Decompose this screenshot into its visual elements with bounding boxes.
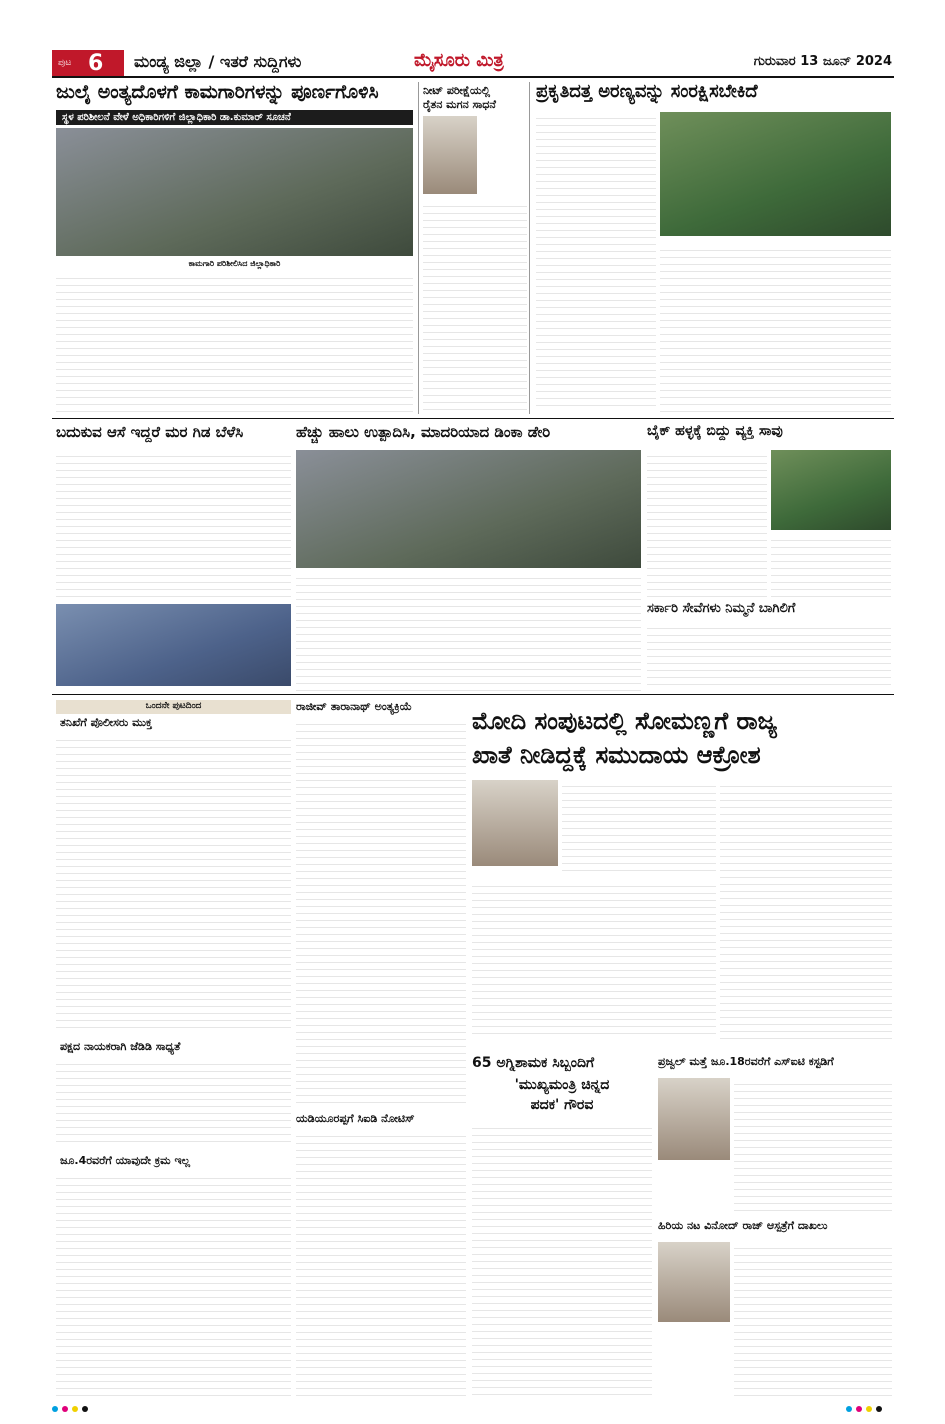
masthead	[52, 48, 894, 78]
story-10-headline-line-2: ಖಾತೆ ನೀಡಿದ್ದಕ್ಕೆ ಸಮುದಾಯ ಆಕ್ರೋಶ	[472, 742, 761, 769]
story-13-headline: ಹಿರಿಯ ನಟ ವಿನೋದ್ ರಾಜ್ ಆಸ್ಪತ್ರೆಗೆ ದಾಖಲು	[658, 1220, 828, 1232]
story-12-body	[734, 1078, 892, 1212]
story-9-item-1-headline: ರಾಜೀವ್ ತಾರಾನಾಥ್ ಅಂತ್ಯಕ್ರಿಯೆ	[296, 700, 412, 713]
story-2-box	[418, 82, 530, 414]
issue-date: ಗುರುವಾರ 13 ಜೂನ್ 2024	[753, 54, 892, 69]
section-title: ಮಂಡ್ಯ ಜಿಲ್ಲಾ / ಇತರೆ ಸುದ್ದಿಗಳು	[134, 52, 302, 71]
story-1-caption: ಕಾಮಗಾರಿ ಪರಿಶೀಲಿಸಿದ ಜಿಲ್ಲಾಧಿಕಾರಿ	[188, 259, 281, 268]
continued-item-3-headline: ಜೂ.4ರವರೆಗೆ ಯಾವುದೇ ಕ್ರಮ ಇಲ್ಲ	[60, 1154, 191, 1167]
divider	[52, 694, 894, 695]
story-12-headline: ಪ್ರಜ್ವಲ್ ಮತ್ತೆ ಜೂ.18ರವರೆಗೆ ಎಸ್ಐಟಿ ಕಸ್ಟಡಿಗೆ	[658, 1056, 834, 1068]
registration-dots-right	[846, 1406, 882, 1414]
story-10-portrait	[472, 780, 558, 866]
story-3-body-right	[660, 244, 891, 412]
story-10-body-right	[720, 780, 892, 1040]
continued-item-2-body	[56, 1058, 291, 1148]
story-5-body	[296, 572, 641, 692]
story-10-body-top	[562, 780, 716, 876]
continued-item-1-body	[56, 734, 291, 1034]
continued-kicker-bar	[56, 700, 291, 714]
story-7-body	[647, 622, 891, 690]
story-6-photo	[771, 450, 891, 530]
story-11-headline-line-2: 'ಮುಖ್ಯಮಂತ್ರಿ ಚಿನ್ನದ	[514, 1078, 610, 1093]
story-13-portrait	[658, 1242, 730, 1322]
continued-item-2-headline: ಪಕ್ಷದ ನಾಯಕರಾಗಿ ಜೆಡಿಡಿ ಸಾಧ್ಯತೆ	[60, 1040, 181, 1053]
page-number-box	[52, 50, 124, 76]
story-2-body	[423, 200, 527, 410]
story-11-headline-line-3: ಪದಕ' ಗೌರವ	[530, 1098, 594, 1113]
story-9-item-2-body	[296, 1130, 466, 1398]
student-portrait	[423, 116, 477, 194]
story-2-headline-line-1: ನೀಟ್ ಪರೀಕ್ಷೆಯಲ್ಲಿ	[423, 84, 491, 97]
story-6-headline: ಬೈಕ್ ಹಳ್ಳಕ್ಕೆ ಬಿದ್ದು ವ್ಯಕ್ತಿ ಸಾವು	[647, 424, 783, 439]
story-10-headline-line-1: ಮೋದಿ ಸಂಪುಟದಲ್ಲಿ ಸೋಮಣ್ಣಗೆ ರಾಜ್ಯ	[472, 708, 778, 735]
page-label: ಪುಟ	[58, 58, 72, 68]
story-3-photo	[660, 112, 891, 236]
story-5-headline: ಹೆಚ್ಚು ಹಾಲು ಉತ್ಪಾದಿಸಿ, ಮಾದರಿಯಾದ ಡಿಂಕಾ ಡೇರಿ	[296, 424, 551, 441]
page-number: 6	[88, 50, 104, 76]
story-9-item-2-headline: ಯಡಿಯೂರಪ್ಪಗೆ ಸಿಐಡಿ ನೋಟಿಸ್	[296, 1112, 415, 1125]
continued-item-3-body	[56, 1172, 291, 1398]
story-12-portrait	[658, 1078, 730, 1160]
story-11-headline-line-1: 65 ಅಗ್ನಿಶಾಮಕ ಸಿಬ್ಬಂದಿಗೆ	[472, 1056, 595, 1071]
story-11-body	[472, 1122, 652, 1398]
divider	[52, 418, 894, 419]
story-6-body-left	[647, 450, 767, 600]
continued-kicker: ಒಂದನೇ ಪುಟದಿಂದ	[145, 701, 202, 711]
story-4-headline: ಬದುಕುವ ಆಸೆ ಇದ್ದರೆ ಮರ ಗಿಡ ಬೆಳೆಸಿ	[56, 424, 244, 441]
story-10-body-left	[472, 880, 716, 1040]
story-3-body-left	[536, 112, 656, 412]
story-1-headline: ಜುಲೈ ಅಂತ್ಯದೊಳಗೆ ಕಾಮಗಾರಿಗಳನ್ನು ಪೂರ್ಣಗೊಳಿಸಿ	[56, 82, 379, 103]
story-4-body	[56, 450, 291, 600]
story-3-headline: ಪ್ರಕೃತಿದತ್ತ ಅರಣ್ಯವನ್ನು ಸಂರಕ್ಷಿಸಬೇಕಿದೆ	[536, 82, 758, 102]
story-1-photo	[56, 128, 413, 256]
story-1-subhead: ಸ್ಥಳ ಪರಿಶೀಲನೆ ವೇಳೆ ಅಧಿಕಾರಿಗಳಿಗೆ ಜಿಲ್ಲಾಧಿಕಾರಿ ಡಾ.ಕುಮಾರ್ ಸೂಚನೆ	[56, 110, 413, 125]
story-1-body	[56, 272, 413, 414]
newspaper-name: ಮೈಸೂರು ಮಿತ್ರ	[414, 50, 504, 71]
story-6-body-right	[771, 534, 891, 600]
registration-dots-left	[52, 1406, 88, 1414]
story-2-headline-line-2: ರೈತನ ಮಗನ ಸಾಧನೆ	[423, 98, 496, 111]
story-9-item-1-body	[296, 718, 466, 1106]
story-13-body	[734, 1242, 892, 1398]
continued-item-1-headline: ತನಿಖೆಗೆ ಪೊಲೀಸರು ಮುಕ್ತ	[60, 716, 152, 729]
story-7-headline: ಸರ್ಕಾರಿ ಸೇವೆಗಳು ನಿಮ್ಮನೆ ಬಾಗಿಲಿಗೆ	[647, 602, 796, 616]
story-5-photo	[296, 450, 641, 568]
story-4-photo	[56, 604, 291, 686]
